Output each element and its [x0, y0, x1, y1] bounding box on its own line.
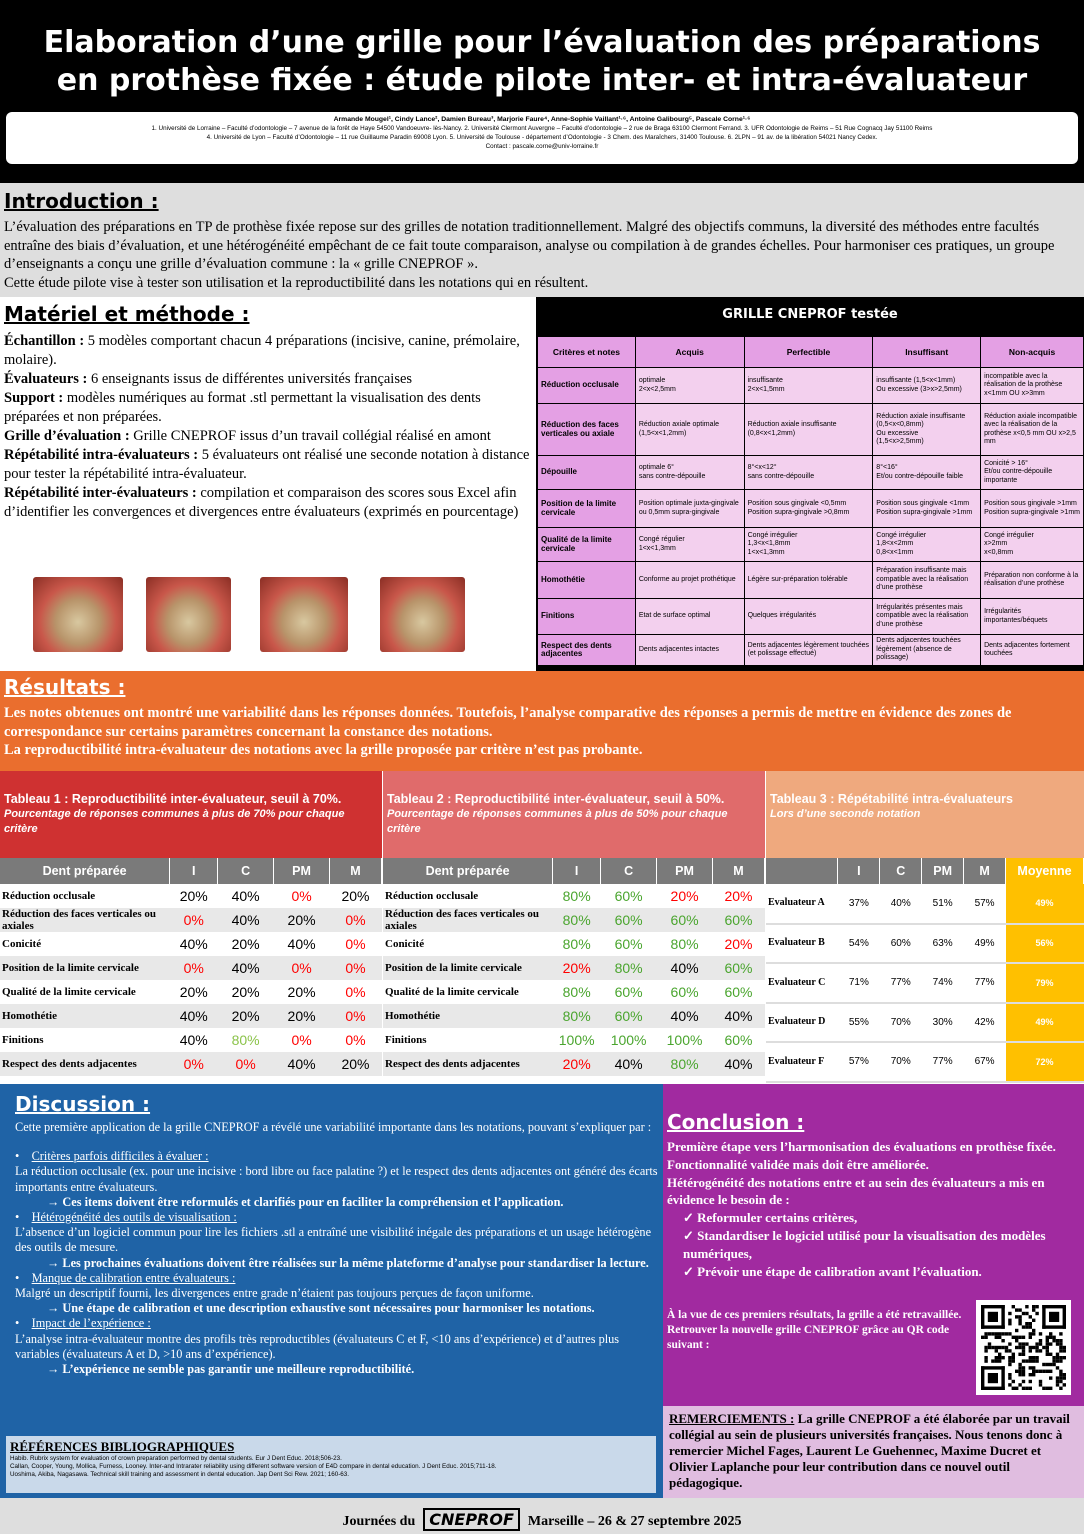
resultats-text: Les notes obtenues ont montré une variabilité dans les réponses données. Toutefois, l’analyse comparative des réponses a permis de mettre en évidence des zones de correspondance sur certains paramètres concernant la constance des notations.: [4, 705, 1012, 740]
cell-value: 30%: [922, 1003, 964, 1043]
grille-cell: Position sous gingivale <0,5mm Position supra-gingivale >0,8mm: [744, 490, 873, 528]
cell-value: 67%: [964, 1042, 1006, 1082]
cell-value: 42%: [964, 1003, 1006, 1043]
grille-cell: Réduction axiale incompatible avec la réalisation de la prothèse x<0,5 mm OU x>2,5 mm: [981, 404, 1084, 456]
cell-value: 80%: [553, 908, 601, 932]
cell-value: 79%: [1006, 963, 1084, 1003]
column-header: PM: [274, 858, 330, 884]
cell-value: 20%: [553, 956, 601, 980]
cell-value: 71%: [838, 963, 880, 1003]
table-row: [0, 1052, 382, 1076]
grille-header: Non-acquis: [981, 337, 1084, 368]
methode-item-key: Support :: [4, 390, 64, 406]
grille-cell: optimale 6° sans contre-dépouille: [635, 456, 744, 490]
methode-item-key: Échantillon :: [4, 333, 85, 349]
tooth-image: [33, 577, 123, 652]
methode-item-key: Évaluateurs :: [4, 371, 88, 387]
cell-value: 60%: [713, 908, 765, 932]
row-label: Réduction occlusale: [0, 884, 170, 908]
cell-value: 20%: [218, 1004, 274, 1028]
column-header: Dent préparée: [0, 858, 170, 884]
cell-value: 60%: [657, 908, 713, 932]
methode-item-value: modèles numériques au format .stl permettant la visualisation des dents préparées et non préparées.: [4, 390, 481, 425]
grille-cell: Position sous gingivale >1mm Position supra-gingivale >1mm: [981, 490, 1084, 528]
grille-cell: Position optimale juxta-gingivale ou 0,5mm supra-gingivale: [635, 490, 744, 528]
intro-text-2: Cette étude pilote vise à tester son utilisation et la reproductibilité dans les notations qui en résultent.: [4, 274, 589, 291]
cell-value: 51%: [922, 884, 964, 924]
column-header: M: [713, 858, 765, 884]
cell-value: 80%: [553, 932, 601, 956]
cell-value: 100%: [657, 1028, 713, 1052]
grille-criterion: Qualité de la limite cervicale: [538, 528, 636, 562]
authors: Armande Mougel¹, Cindy Lance², Damien Bureau³, Marjorie Faure⁴, Anne-Sophie Vaillant¹·⁶, Antoine Galibourg⁵, Pascale Corne¹·⁶: [333, 116, 751, 123]
column-header: Dent préparée: [383, 858, 553, 884]
cell-value: 60%: [601, 908, 657, 932]
poster-header: [0, 0, 1084, 183]
table-row: [0, 1028, 382, 1052]
grille-cell: Dents adjacentes légèrement touchées (et polissage effectué): [744, 635, 873, 666]
table-row: [766, 1003, 1084, 1043]
cell-value: 60%: [713, 980, 765, 1004]
grille-cell: Dents adjacentes intactes: [635, 635, 744, 666]
column-header: C: [218, 858, 274, 884]
tableau-3: [766, 771, 1084, 1084]
grille-header: Insuffisant: [873, 337, 981, 368]
cell-value: 40%: [170, 1004, 218, 1028]
cell-value: 100%: [601, 1028, 657, 1052]
cell-value: 60%: [601, 884, 657, 908]
table-row: [766, 884, 1084, 924]
table-row: [383, 884, 765, 908]
cell-value: 0%: [170, 956, 218, 980]
table-row: [383, 932, 765, 956]
references-heading: RÉFÉRENCES BIBLIOGRAPHIQUES: [10, 1439, 235, 1454]
contact: Contact : pascale.corne@univ-lorraine.fr: [485, 143, 599, 150]
table-row: [766, 963, 1084, 1003]
grille-cell: Réduction axiale insuffisante (0,8<x<1,2mm): [744, 404, 873, 456]
column-header: M: [330, 858, 382, 884]
methode-item-value: compilation et comparaison des scores sous Excel afin d’identifier les convergences et divergences entre évaluateurs (exprimés en pourcentage): [4, 485, 519, 520]
tableau-1-title: Tableau 1 : Reproductibilité inter-évaluateur, seuil à 70%.: [4, 792, 342, 806]
grille-cell: insuffisante (1,5<x<1mm) Ou excessive (3>x>2,5mm): [873, 368, 981, 404]
grille-row: [538, 490, 1084, 528]
cell-value: 40%: [657, 1004, 713, 1028]
row-label: Evaluateur B: [766, 924, 838, 964]
table-row: [383, 1028, 765, 1052]
row-label: Homothétie: [0, 1004, 170, 1028]
cell-value: 0%: [274, 1028, 330, 1052]
cell-value: 77%: [880, 963, 922, 1003]
grille-header: Perfectible: [744, 337, 873, 368]
grille-criterion: Dépouille: [538, 456, 636, 490]
cell-value: 20%: [553, 1052, 601, 1076]
row-label: Evaluateur C: [766, 963, 838, 1003]
methode-item: [4, 446, 530, 484]
cell-value: 74%: [922, 963, 964, 1003]
tableau-2-title: Tableau 2 : Reproductibilité inter-évaluateur, seuil à 50%.: [387, 792, 725, 806]
remerciements: REMERCIEMENTS : La grille CNEPROF a été élaborée par un travail collégial au sein de plusieurs universités françaises. Nous tenons donc à remercier Michel Fages, Laurent Le Guehennec, Maxime Ducret et Olivier Laplanche pour leur contribution dans ce nouvel outil pédagogique.: [663, 1406, 1084, 1498]
cell-value: 20%: [657, 884, 713, 908]
grille-cell: Irrégularités importantes/béquets: [981, 599, 1084, 635]
row-label: Finitions: [0, 1028, 170, 1052]
cell-value: 40%: [713, 1052, 765, 1076]
discussion-heading: Discussion :: [15, 1092, 151, 1116]
grille-criterion: Finitions: [538, 599, 636, 635]
grille-header: Acquis: [635, 337, 744, 368]
cell-value: 0%: [330, 1004, 382, 1028]
grille-cell: incompatible avec la réalisation de la prothèse x<1mm OU x>3mm: [981, 368, 1084, 404]
cell-value: 37%: [838, 884, 880, 924]
table-row: [0, 884, 382, 908]
methode-item-key: Grille d’évaluation :: [4, 428, 130, 444]
tableau-2: [383, 771, 765, 1084]
cell-value: 40%: [274, 1052, 330, 1076]
tableau-1-table: [0, 858, 382, 1076]
cell-value: 49%: [964, 924, 1006, 964]
grille-cell: Conforme au projet prothétique: [635, 562, 744, 599]
cell-value: 40%: [880, 884, 922, 924]
tableau-2-table: [383, 858, 765, 1076]
grille-title: GRILLE CNEPROF testée: [722, 307, 898, 322]
cell-value: 0%: [218, 1052, 274, 1076]
cell-value: 60%: [601, 932, 657, 956]
cell-value: 80%: [553, 980, 601, 1004]
column-header: PM: [657, 858, 713, 884]
methode-item: [4, 332, 530, 370]
cell-value: 100%: [553, 1028, 601, 1052]
cell-value: 80%: [553, 884, 601, 908]
cell-value: 70%: [880, 1042, 922, 1082]
row-label: Conicité: [0, 932, 170, 956]
cell-value: 0%: [330, 908, 382, 932]
grille-cell: Préparation insuffisante mais compatible avec la réalisation d’une prothèse: [873, 562, 981, 599]
cell-value: 20%: [330, 1052, 382, 1076]
tooth-image: [380, 577, 465, 652]
table-row: [383, 1052, 765, 1076]
cell-value: 40%: [274, 932, 330, 956]
methode-item: [4, 370, 530, 389]
cell-value: 0%: [330, 932, 382, 956]
row-label: Homothétie: [383, 1004, 553, 1028]
cell-value: 0%: [170, 1052, 218, 1076]
grille-cell: 8°<x<12° sans contre-dépouille: [744, 456, 873, 490]
grille-row: [538, 368, 1084, 404]
qr-code-icon: [981, 1305, 1066, 1390]
tableau-3-title: Tableau 3 : Répétabilité intra-évaluateurs: [770, 792, 1013, 806]
tableau-3-subtitle: Lors d’une seconde notation: [770, 808, 921, 820]
grille-criterion: Position de la limite cervicale: [538, 490, 636, 528]
grille-cell: 8°<16° Et/ou contre-dépouille faible: [873, 456, 981, 490]
cell-value: 49%: [1006, 1003, 1084, 1043]
grille-criterion: Respect des dents adjacentes: [538, 635, 636, 666]
grille-cell: Etat de surface optimal: [635, 599, 744, 635]
cell-value: 20%: [170, 884, 218, 908]
tooth-image: [146, 577, 231, 652]
discussion-text: Cette première application de la grille CNEPROF a révélé une variabilité importante dans les notations, pouvant s’expliquer par : • Critères parfois difficiles à évaluer : La réduction occlusale (ex. pour une incisive : bord libre ou face palatine ?) et le respect des dents adjacentes ont généré des écarts importants entre évaluateurs. → Ces items doivent être reformulés et clarifiés pour en faciliter la compréhension et l’application. • Hétérogénéité des outils de visualisation : L’absence d’un logiciel commun pour lire les fichiers .stl a entraîné une visibilité inégale des préparations et un usage hétérogène des outils de mesure. → Les prochaines évaluations doivent être réalisées sur la même plateforme d’analyse pour standardiser la lecture. • Manque de calibration entre évaluateurs : Malgré un descriptif fourni, les divergences entre grade n’étaient pas toujours perçues de façon uniforme. → Une étape de calibration et une description exhaustive sont nécessaires pour harmoniser les notations. • Impact de l’expérience : L’analyse intra-évaluateur montre des profils très reproductibles (évaluateurs C et F, <10 ans d’expérience) et d’autres plus variables (évaluateurs A et D, >10 ans d’expérience). → L’expérience ne semble pas garantir une meilleure reproductibilité.: [15, 1120, 658, 1377]
cell-value: 60%: [713, 1028, 765, 1052]
cell-value: 0%: [170, 908, 218, 932]
methode-heading: Matériel et méthode :: [4, 302, 250, 326]
intro-text: L’évaluation des préparations en TP de prothèse fixée repose sur des grilles de notation traditionnellement. Malgré des objectifs communs, la diversité des méthodes entre facultés entraîne des biais d’évaluation, et une hétérogénéité empêchant de ce fait toute comparaison, analyse ou compilation à de grandes échelles. Pour harmoniser ces pratiques, un groupe d’enseignants a conçu une grille d’évaluation commune : la « grille CNEPROF ».: [4, 219, 1055, 272]
cneprof-logo: CNEPROF: [423, 1508, 520, 1531]
grille-cell: Légère sur-préparation tolérable: [744, 562, 873, 599]
cell-value: 70%: [880, 1003, 922, 1043]
grille-cell: Congé irrégulier 1,8<x<2mm 0,8<x<1mm: [873, 528, 981, 562]
intro-heading: Introduction :: [4, 189, 159, 213]
methode-item-value: 6 enseignants issus de différentes universités françaises: [87, 371, 413, 387]
grille-cell: Dents adjacentes touchées légèrement (absence de polissage): [873, 635, 981, 666]
cell-value: 20%: [330, 884, 382, 908]
row-label: Qualité de la limite cervicale: [383, 980, 553, 1004]
table-row: [383, 980, 765, 1004]
table-row: [766, 1042, 1084, 1082]
grille-criterion: Réduction occlusale: [538, 368, 636, 404]
cell-value: 80%: [553, 1004, 601, 1028]
cell-value: 60%: [601, 980, 657, 1004]
row-label: Evaluateur A: [766, 884, 838, 924]
row-label: Respect des dents adjacentes: [383, 1052, 553, 1076]
cell-value: 72%: [1006, 1042, 1084, 1082]
tableau-1: [0, 771, 382, 1084]
row-label: Evaluateur F: [766, 1042, 838, 1082]
column-header: I: [838, 858, 880, 884]
row-label: Conicité: [383, 932, 553, 956]
cell-value: 20%: [274, 908, 330, 932]
grille-table: [537, 336, 1084, 666]
methode-item: [4, 427, 530, 446]
cell-value: 60%: [657, 980, 713, 1004]
footer: Journées du CNEPROF Marseille – 26 & 27 septembre 2025: [0, 1498, 1084, 1534]
cell-value: 20%: [274, 1004, 330, 1028]
cell-value: 57%: [838, 1042, 880, 1082]
cell-value: 63%: [922, 924, 964, 964]
cell-value: 20%: [713, 884, 765, 908]
cell-value: 40%: [657, 956, 713, 980]
cell-value: 20%: [170, 980, 218, 1004]
methode-item-value: 5 modèles comportant chacun 4 préparations (incisive, canine, prémolaire, molaire).: [4, 333, 520, 368]
cell-value: 60%: [601, 1004, 657, 1028]
methode-item-value: Grille CNEPROF issus d’un travail collégial réalisé en amont: [129, 428, 491, 444]
row-label: Réduction des faces verticales ou axiales: [0, 908, 170, 932]
grille-row: [538, 562, 1084, 599]
cell-value: 60%: [713, 956, 765, 980]
column-header: C: [880, 858, 922, 884]
column-header: C: [601, 858, 657, 884]
tooth-image: [260, 577, 348, 652]
grille-criterion: Homothétie: [538, 562, 636, 599]
affiliations: Armande Mougel¹, Cindy Lance², Damien Bureau³, Marjorie Faure⁴, Anne-Sophie Vaillant¹·⁶, Antoine Galibourg⁵, Pascale Corne¹·⁶ 1. Université de Lorraine – Faculté d’odontologie – 7 avenue de la forêt de Haye 54500 Vandoeuvre- lès-Nancy. 2. Université Clermont Auvergne – Faculté d’odontologie – 2 rue de Braga 63100 Clermont Ferrand. 3. UFR Odontologie de Reims – 51 Rue Cognacq Jay 51100 Reims 4. Université de Lyon – Faculté d’Odontologie – 11 rue Guillaume Paradin 69008 Lyon. 5. Université de Toulouse - département d’Odontologie - 3 Chem. des Maraîchers, 31400 Toulouse. 6. 2LPN – 91 av. de la libération 54021 Nancy Cedex. Contact : pascale.corne@univ-lorraine.fr: [6, 112, 1078, 164]
grille-cell: Congé régulier 1<x<1,3mm: [635, 528, 744, 562]
table-row: [383, 1004, 765, 1028]
cell-value: 40%: [218, 956, 274, 980]
cell-value: 20%: [218, 980, 274, 1004]
cell-value: 40%: [713, 1004, 765, 1028]
conclusion-text: Première étape vers l’harmonisation des évaluations en prothèse fixée. Fonctionnalité validée mais doit être améliorée. Hétérogénéité des notations entre et au sein des évaluateurs a mis en évidence le besoin de : ✓ Reformuler certains critères, ✓ Standardiser le logiciel utilisé pour la visualisation des modèles numériques, ✓ Prévoir une étape de calibration avant l’évaluation.: [667, 1139, 1056, 1279]
table-row: [766, 924, 1084, 964]
row-label: Position de la limite cervicale: [0, 956, 170, 980]
row-label: Qualité de la limite cervicale: [0, 980, 170, 1004]
qr-code[interactable]: [976, 1300, 1071, 1395]
column-header: I: [170, 858, 218, 884]
cell-value: 57%: [964, 884, 1006, 924]
resultats-heading: Résultats :: [4, 675, 126, 699]
cell-value: 0%: [274, 956, 330, 980]
grille-criterion: Réduction des faces verticales ou axiale: [538, 404, 636, 456]
cell-value: 80%: [218, 1028, 274, 1052]
row-label: Réduction occlusale: [383, 884, 553, 908]
cell-value: 0%: [330, 956, 382, 980]
grille-row: [538, 599, 1084, 635]
grille-row: [538, 528, 1084, 562]
cell-value: 54%: [838, 924, 880, 964]
grille-cell: Quelques irrégularités: [744, 599, 873, 635]
cell-value: 80%: [657, 932, 713, 956]
grille-cell: Préparation non conforme à la réalisation d’une prothèse: [981, 562, 1084, 599]
row-label: Position de la limite cervicale: [383, 956, 553, 980]
tableau-1-subtitle: Pourcentage de réponses communes à plus de 70% pour chaque critère: [4, 808, 345, 835]
table-row: [383, 908, 765, 932]
cell-value: 20%: [713, 932, 765, 956]
cell-value: 0%: [330, 1028, 382, 1052]
grille-cell: Position sous gingivale <1mm Position supra-gingivale >1mm: [873, 490, 981, 528]
cell-value: 0%: [274, 884, 330, 908]
cell-value: 40%: [218, 908, 274, 932]
row-label: Réduction des faces verticales ou axiales: [383, 908, 553, 932]
cell-value: 40%: [170, 1028, 218, 1052]
column-header: Moyenne: [1006, 858, 1084, 884]
grille-cell: optimale 2<x<2,5mm: [635, 368, 744, 404]
row-label: Evaluateur D: [766, 1003, 838, 1043]
cell-value: 40%: [218, 884, 274, 908]
table-row: [0, 956, 382, 980]
table-row: [0, 1004, 382, 1028]
conclusion-heading: Conclusion :: [667, 1110, 805, 1134]
resultats-section: [0, 671, 1084, 771]
grille-cell: Conicité > 16° Et/ou contre-dépouille importante: [981, 456, 1084, 490]
grille-cell: Irrégularités présentes mais compatible avec la réalisation d’une prothèse: [873, 599, 981, 635]
cell-value: 20%: [218, 932, 274, 956]
row-label: Respect des dents adjacentes: [0, 1052, 170, 1076]
qr-text: À la vue de ces premiers résultats, la grille a été retravaillée. Retrouver la nouvelle grille CNEPROF grâce au QR code suivant :: [667, 1309, 962, 1351]
grille-cell: Réduction axiale insuffisante (0,5<x<0,8mm) Ou excessive (1,5<x>2,5mm): [873, 404, 981, 456]
cell-value: 49%: [1006, 884, 1084, 924]
grille-cell: insuffisante 2<x<1,5mm: [744, 368, 873, 404]
grille-row: [538, 404, 1084, 456]
cell-value: 77%: [964, 963, 1006, 1003]
grille-section: [536, 297, 1084, 671]
table-row: [0, 908, 382, 932]
grille-cell: Réduction axiale optimale (1,5<x<1,2mm): [635, 404, 744, 456]
poster-title: Elaboration d’une grille pour l’évaluation des préparations en prothèse fixée : étude pilote inter- et intra-évaluateur: [43, 25, 1041, 98]
grille-header: Critères et notes: [538, 337, 636, 368]
cell-value: 55%: [838, 1003, 880, 1043]
cell-value: 40%: [170, 932, 218, 956]
column-header: M: [964, 858, 1006, 884]
cell-value: 80%: [601, 956, 657, 980]
table-row: [383, 956, 765, 980]
cell-value: 40%: [601, 1052, 657, 1076]
tableau-3-table: [766, 858, 1084, 1083]
cell-value: 60%: [880, 924, 922, 964]
tableau-2-subtitle: Pourcentage de réponses communes à plus de 50% pour chaque critère: [387, 808, 728, 835]
grille-cell: Congé irrégulier x>2mm x<0,8mm: [981, 528, 1084, 562]
introduction-section: [0, 183, 1084, 297]
cell-value: 80%: [657, 1052, 713, 1076]
column-header: PM: [922, 858, 964, 884]
methode-item-value: 5 évaluateurs ont réalisé une seconde notation à distance pour tester la répétabilité intra-évaluateur.: [4, 447, 530, 482]
cell-value: 56%: [1006, 924, 1084, 964]
table-row: [0, 980, 382, 1004]
grille-cell: Congé irrégulier 1,3<x<1,8mm 1<x<1,3mm: [744, 528, 873, 562]
methode-item: [4, 484, 530, 522]
methode-item: [4, 389, 530, 427]
column-header: [766, 858, 838, 884]
cell-value: 0%: [330, 980, 382, 1004]
column-header: I: [553, 858, 601, 884]
cell-value: 20%: [274, 980, 330, 1004]
resultats-text-2: La reproductibilité intra-évaluateur des notations avec la grille proposée par critère n’est pas probante.: [4, 742, 643, 758]
row-label: Finitions: [383, 1028, 553, 1052]
methode-item-key: Répétabilité intra-évaluateurs :: [4, 447, 199, 463]
methode-item-key: Répétabilité inter-évaluateurs :: [4, 485, 197, 501]
cell-value: 77%: [922, 1042, 964, 1082]
grille-cell: Dents adjacentes fortement touchées: [981, 635, 1084, 666]
grille-row: [538, 456, 1084, 490]
methode-list: [4, 332, 530, 522]
table-row: [0, 932, 382, 956]
references: RÉFÉRENCES BIBLIOGRAPHIQUES Habib. Rubrix system for evaluation of crown preparation performed by dental students. Eur J Dent Educ. 2018;506-23. Callan, Cooper, Young, Mollica, Furness, Looney. Inter-and Intrarater reliability using different software version of E4D compare in dental education. J Dent Educ. 2015;711-18. Uoshima, Akiba, Nagasawa. Technical skill training and assessment in dental education. Jap Dent Sci Rew. 2021; 160-63.: [6, 1436, 656, 1493]
grille-row: [538, 635, 1084, 666]
